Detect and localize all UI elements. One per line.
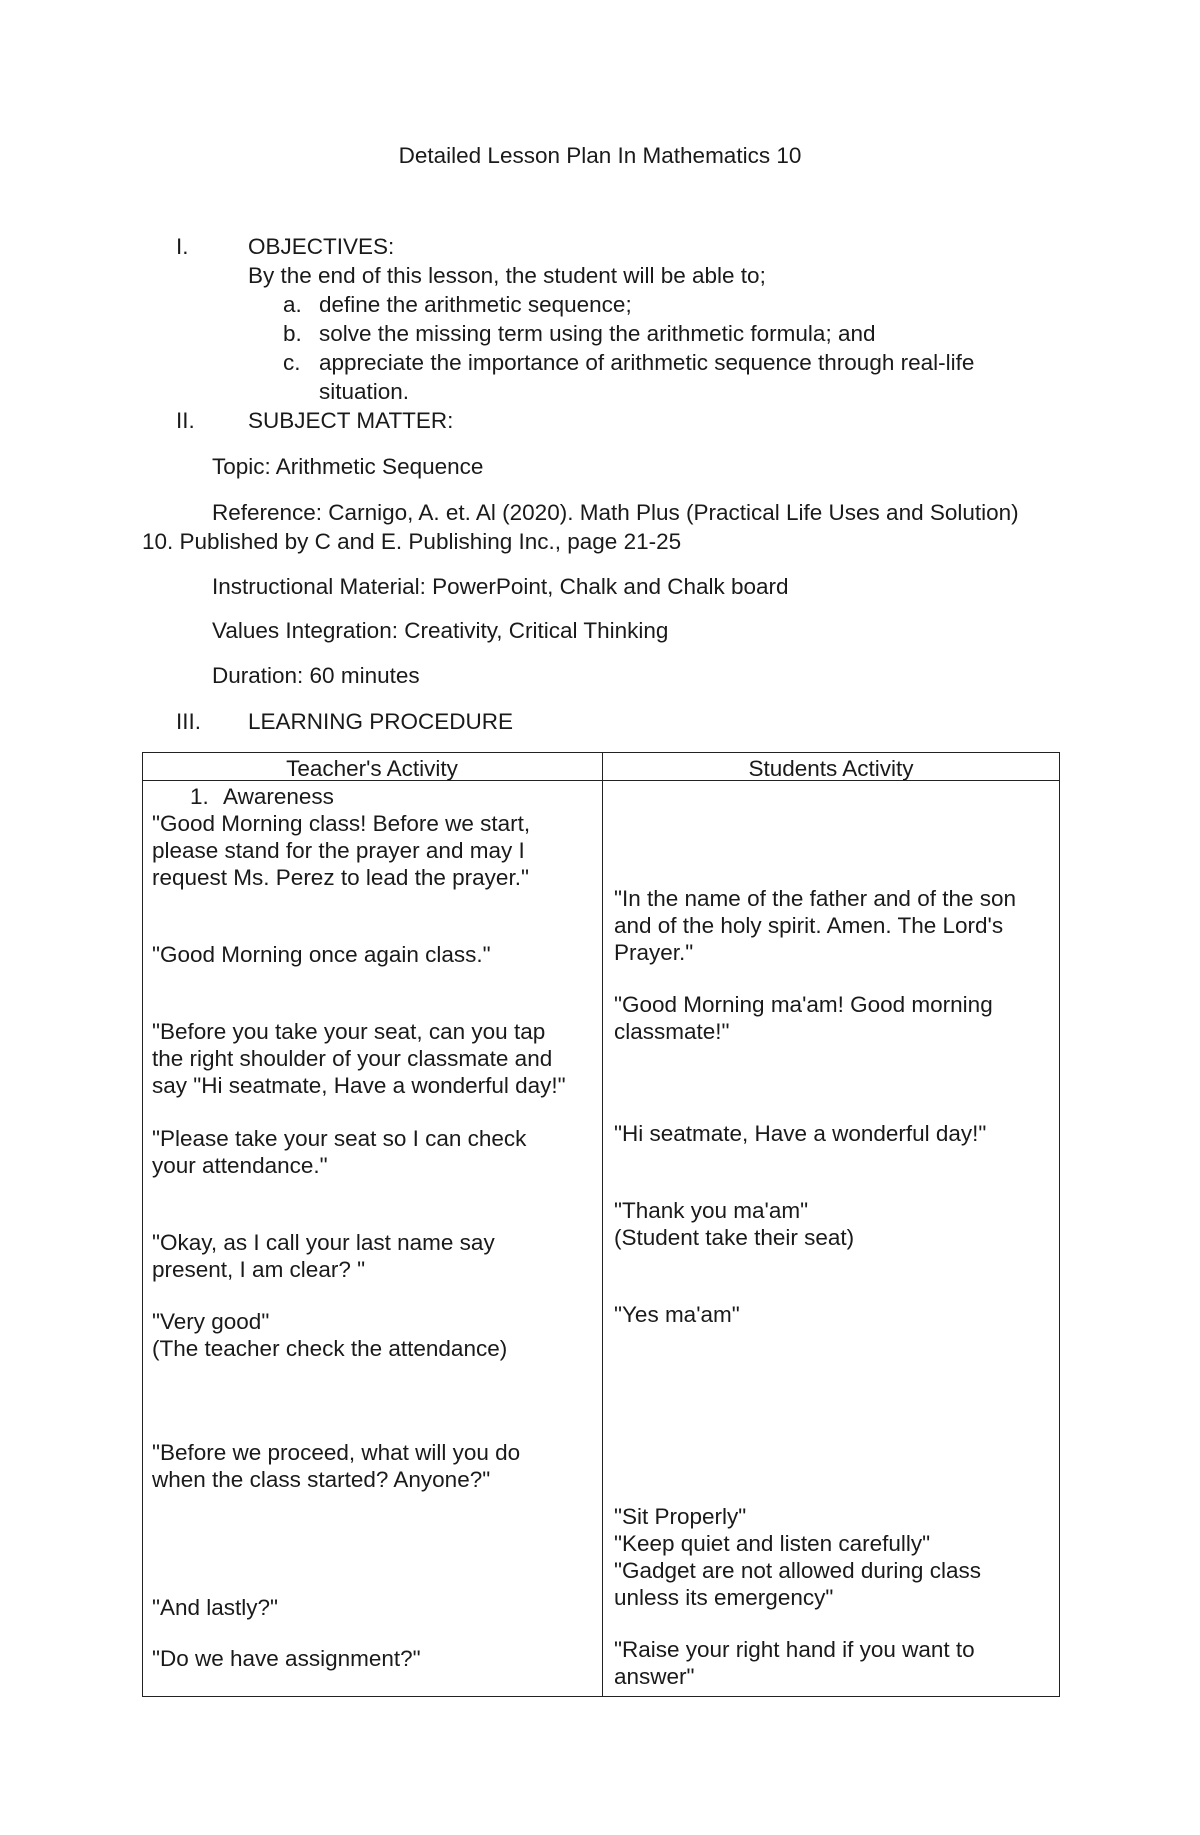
student-line: "Sit Properly" xyxy=(614,1504,747,1529)
objective-letter-b: b. xyxy=(283,321,302,346)
objective-item-a: define the arithmetic sequence; xyxy=(319,292,632,317)
teacher-line: "Please take your seat so I can check xyxy=(152,1126,527,1151)
teacher-line: "Do we have assignment?" xyxy=(152,1646,421,1671)
student-line: "Thank you ma'am" xyxy=(614,1198,809,1223)
student-line: classmate!" xyxy=(614,1019,730,1044)
teacher-line: the right shoulder of your classmate and xyxy=(152,1046,553,1071)
objective-item-b: solve the missing term using the arithmetic formula; and xyxy=(319,321,876,346)
teacher-line: request Ms. Perez to lead the prayer." xyxy=(152,865,529,890)
student-line: "Raise your right hand if you want to xyxy=(614,1637,975,1662)
duration: Duration: 60 minutes xyxy=(212,663,420,688)
awareness-label: Awareness xyxy=(223,784,334,809)
student-line: and of the holy spirit. Amen. The Lord's xyxy=(614,913,1004,938)
student-line: "Yes ma'am" xyxy=(614,1302,740,1327)
teacher-line: "Before we proceed, what will you do xyxy=(152,1440,521,1465)
teacher-line: your attendance." xyxy=(152,1153,328,1178)
table-column-divider xyxy=(602,752,603,1697)
topic: Topic: Arithmetic Sequence xyxy=(212,454,484,479)
instructional-material: Instructional Material: PowerPoint, Chalk and Chalk board xyxy=(212,574,789,599)
section-heading-procedure: LEARNING PROCEDURE xyxy=(248,709,514,734)
teacher-line: present, I am clear? " xyxy=(152,1257,366,1282)
student-line: "Hi seatmate, Have a wonderful day!" xyxy=(614,1121,987,1146)
awareness-number: 1. xyxy=(190,784,209,809)
objective-letter-a: a. xyxy=(283,292,302,317)
objective-item-c-continued: situation. xyxy=(319,379,410,404)
student-line: unless its emergency" xyxy=(614,1585,834,1610)
teacher-line: "Very good" xyxy=(152,1309,270,1334)
teacher-line: "And lastly?" xyxy=(152,1595,279,1620)
header-students-activity: Students Activity xyxy=(748,756,914,781)
teacher-line: (The teacher check the attendance) xyxy=(152,1336,508,1361)
teacher-line: "Good Morning class! Before we start, xyxy=(152,811,531,836)
student-line: Prayer." xyxy=(614,940,694,965)
section-heading-objectives: OBJECTIVES: xyxy=(248,234,395,259)
student-line: "Gadget are not allowed during class xyxy=(614,1558,981,1583)
teacher-line: when the class started? Anyone?" xyxy=(152,1467,491,1492)
header-teachers-activity: Teacher's Activity xyxy=(286,756,458,781)
teacher-line: "Before you take your seat, can you tap xyxy=(152,1019,546,1044)
objective-letter-c: c. xyxy=(283,350,301,375)
objectives-intro: By the end of this lesson, the student will be able to; xyxy=(248,263,766,288)
student-line: "Keep quiet and listen carefully" xyxy=(614,1531,931,1556)
student-line: answer" xyxy=(614,1664,695,1689)
teacher-line: "Good Morning once again class." xyxy=(152,942,491,967)
reference-line-2: 10. Published by C and E. Publishing Inc., page 21-25 xyxy=(142,529,682,554)
student-line: "Good Morning ma'am! Good morning xyxy=(614,992,993,1017)
teacher-line: say "Hi seatmate, Have a wonderful day!" xyxy=(152,1073,566,1098)
values-integration: Values Integration: Creativity, Critical Thinking xyxy=(212,618,669,643)
teacher-line: please stand for the prayer and may I xyxy=(152,838,525,863)
section-heading-subject-matter: SUBJECT MATTER: xyxy=(248,408,454,433)
section-number-subject-matter: II. xyxy=(176,408,195,433)
objective-item-c: appreciate the importance of arithmetic sequence through real-life xyxy=(319,350,975,375)
section-number-procedure: III. xyxy=(176,709,202,734)
reference-line-1: Reference: Carnigo, A. et. Al (2020). Math Plus (Practical Life Uses and Solution) xyxy=(212,500,1019,525)
student-line: "In the name of the father and of the son xyxy=(614,886,1017,911)
teacher-line: "Okay, as I call your last name say xyxy=(152,1230,495,1255)
student-line: (Student take their seat) xyxy=(614,1225,855,1250)
page-title: Detailed Lesson Plan In Mathematics 10 xyxy=(398,143,802,168)
section-number-objectives: I. xyxy=(176,234,189,259)
